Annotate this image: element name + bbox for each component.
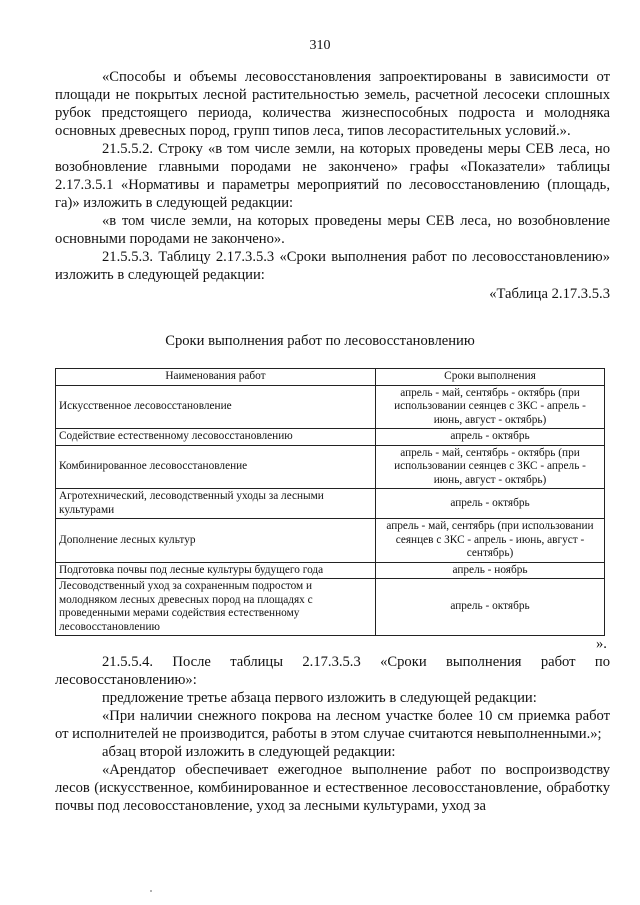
work-name-cell: Дополнение лесных культур (56, 519, 376, 563)
table-row (56, 562, 605, 579)
work-name-cell: Искусственное лесовосстановление (56, 385, 376, 429)
table-row (56, 385, 605, 429)
table-row (56, 519, 605, 563)
work-name-cell: Агротехнический, лесоводственный уходы за лесными культурами (56, 489, 376, 519)
page-number: 310 (309, 38, 331, 53)
paragraph-sentence-third: предложение третье абзаца первого изложить в следующей редакции: (102, 690, 537, 706)
work-term-cell: апрель - октябрь (376, 429, 605, 446)
work-term-cell: апрель - октябрь (376, 579, 605, 636)
paragraph-21-5-5-4: 21.5.5.4. После таблицы 2.17.3.5.3 «Сроки выполнения работ по лесовосстановлению»: (55, 654, 610, 688)
paragraph-quote-methods: «Способы и объемы лесовосстановления запроектированы в зависимости от площади не покрытых лесной растительностью земель, расчетной лесосеки сплошных рубок предстоящего периода, количества жизнеспособных подроста и молодняка основных древесных пород, групп типов леса, типов лесорастительных условий.». (55, 69, 610, 139)
paragraph-second-abzac: абзац второй изложить в следующей редакции: (102, 744, 396, 760)
table-number-label: «Таблица 2.17.3.5.3 (489, 286, 610, 302)
text-block-top (55, 68, 610, 303)
table-row (56, 579, 605, 636)
work-term-cell: апрель - май, сентябрь (при использовании сеянцев с ЗКС - апрель - июнь, август - сентябрь) (376, 519, 605, 563)
work-term-cell: апрель - ноябрь (376, 562, 605, 579)
table-row (56, 489, 605, 519)
work-name-cell: Подготовка почвы под лесные культуры будущего года (56, 562, 376, 579)
table-row (56, 429, 605, 446)
scan-speck (150, 890, 152, 892)
table-header-row (56, 369, 605, 386)
paragraph-quote-snow: «При наличии снежного покрова на лесном участке более 10 см приемка работ от исполнителей не производится, работы в этом случае считаются невыполненными.»; (55, 708, 610, 742)
work-term-cell: апрель - май, сентябрь - октябрь (при использовании сеянцев с ЗКС - апрель - июнь, август - октябрь) (376, 445, 605, 489)
paragraph-21-5-5-2: 21.5.5.2. Строку «в том числе земли, на которых проведены меры СЕВ леса, но возобновление главными породами не закончено» графы «Показатели» таблицы 2.17.3.5.1 «Нормативы и параметры мероприятий по лесовосстановлению (площадь, га)» изложить в следующей редакции: (55, 141, 610, 211)
table-closing-quote: ». (596, 636, 607, 652)
header-work-name: Наименования работ (56, 369, 376, 386)
header-work-term: Сроки выполнения (376, 369, 605, 386)
table-title: Сроки выполнения работ по лесовосстановлению (165, 333, 475, 349)
work-term-cell: апрель - октябрь (376, 489, 605, 519)
paragraph-quote-lands: «в том числе земли, на которых проведены меры СЕВ леса, но возобновление основными породами не закончено». (55, 213, 610, 247)
text-block-bottom (55, 653, 610, 815)
works-schedule-table (55, 368, 605, 636)
work-name-cell: Содействие естественному лесовосстановлению (56, 429, 376, 446)
work-name-cell: Комбинированное лесовосстановление (56, 445, 376, 489)
work-term-cell: апрель - май, сентябрь - октябрь (при использовании сеянцев с ЗКС - апрель - июнь, август - октябрь) (376, 385, 605, 429)
work-name-cell: Лесоводственный уход за сохраненным подростом и молодняком лесных древесных пород на площадях с проведенными мерами содействия естественному лесовосстановлению (56, 579, 376, 636)
table-row (56, 445, 605, 489)
paragraph-21-5-5-3: 21.5.5.3. Таблицу 2.17.3.5.3 «Сроки выполнения работ по лесовосстановлению» изложить в следующей редакции: (55, 249, 610, 283)
paragraph-quote-tenant: «Арендатор обеспечивает ежегодное выполнение работ по воспроизводству лесов (искусственное, комбинированное и естественное лесовосстановление, обработку почвы под лесовосстановление, уход за лесными культурами, уход за (55, 762, 610, 814)
